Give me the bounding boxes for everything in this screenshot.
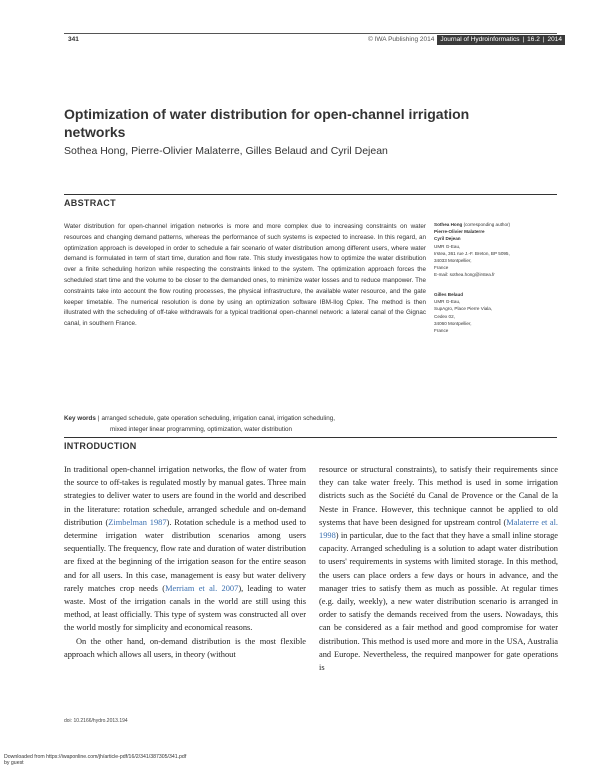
author-name: Gilles Belaud [434,292,464,297]
author-name: Sothea Hong [434,222,463,227]
abstract-heading: ABSTRACT [64,198,116,208]
journal-name: Journal of Hydroinformatics [440,36,520,43]
affiliation-country: France [434,328,449,334]
download-url[interactable]: Downloaded from https://iwaponline.com/jh/article-pdf/16/2/341/387305/341.pdf [4,754,187,760]
journal-year: 2014 [547,36,562,43]
affiliation-country: France [434,265,449,271]
affiliation-cedex: Cedex 02, [434,313,455,319]
citation-link[interactable]: Zimbelman 1987 [108,517,167,527]
corresponding-note: (corresponding author) [463,222,511,227]
separator: | [97,415,100,422]
affiliation-institution: Irstea, 361 rue J.-F. Breton, BP 5095, [434,250,510,256]
doi-link[interactable]: doi: 10.2166/hydro.2013.194 [64,718,128,724]
article-title: Optimization of water distribution for open-channel irrigation networks [64,106,470,140]
introduction-heading: INTRODUCTION [64,441,137,451]
body-column-right [319,463,558,674]
paragraph [64,463,306,635]
citation-link[interactable]: Merriam et al. 2007 [165,583,239,593]
introduction-rule [64,437,557,438]
affiliation-city: 34060 Montpellier, [434,320,472,326]
journal-header [368,36,565,43]
body-column-left [64,463,306,661]
paragraph [319,463,558,674]
paragraph: On the other hand, on-demand distribution is the most flexible approach which allows all users, in theory (without [64,636,306,659]
paragraph-text: ) in particular, due to the fact that they have a small inline storage capacity. Arranged scheduling is a solution to adapt water distribution to users' requirements in systems with limited storage. In this method, the users can place orders a few days or hours in advance, and the manager tries to satisfy them as much as possible. At regular times (e.g. daily, weekly), a new water distribution scenario is arranged in order to satisfy the demands received from the users. Nowadays, this can be considered as a fair method and good compromise for water distribution. This method is used more and more in the USA, Australia and Europe. Nevertheless, the required manpower for gate operations is [319,531,558,673]
abstract-rule [64,194,557,195]
keywords-line-1: arranged schedule, gate operation scheduling, irrigation canal, irrigation scheduling, [101,415,335,422]
affiliation-org: UMR G-Eau, [434,299,461,305]
download-guest: by guest [4,760,24,767]
affiliation-group-2 [434,291,564,334]
affiliation-institution: SupAgro, Place Pierre Viala, [434,306,493,312]
keywords-line-2: mixed integer linear programming, optimization, water distribution [110,425,292,433]
journal-volume: 16.2 [527,36,540,43]
keywords-label: Key words [64,415,96,422]
author-name: Pierre-Olivier Malaterre [434,229,485,235]
article-authors: Sothea Hong, Pierre-Olivier Malaterre, Gilles Belaud and Cyril Dejean [64,145,388,157]
separator: | [522,36,525,43]
abstract-text: Water distribution for open-channel irrigation networks is more and more complex due to increasing constraints on water resources and changing demand patterns, whereas the performance of such systems is expected to increase. In this regard, an optimization approach is developed in order to schedule a fair scenario of water distribution among different users, where water demand is formulated in term of start time, duration and flow rate. This study investigates how to optimize the water distribution over a finite scheduling horizon while respecting the constraints linked to the system. The optimization approach forces the scheduled start time and the volume to be closer to the demanded ones, to minimize water losses and to reduce manpower. The constraints take into account the flow routing processes, the physical infrastructure, the available water resource, and the gate keeper timetable. The numerical resolution is done by using an optimization software IBM-Ilog Cplex. The method is then illustrated with the scheduling of off-take withdrawals for a typical traditional open-channel network: a lateral canal of the Gignac canal, in southern France. [64,223,426,328]
affiliation-org: UMR G-Eau, [434,243,461,249]
paragraph-text: resource or structural constraints), to satisfy their requirements since they can take water freely. This method is used in some irrigation districts such as the Société du Canal de Provence or the Canal de la Neste in France. However, this technique cannot be applied to old systems that have been designed for upstream control ( [319,465,558,527]
separator: | [542,36,545,43]
paragraph-text: ). Rotation schedule is a method used to determine irrigation water distribution scenarios among users sequentially. The frequency, flow rate and duration of water distribution are fixed at the beginning of the irrigation season for the entire season and for all users. In this case, management is easy but water delivery rarely matches crop needs ( [64,517,306,593]
citation-link[interactable]: Malaterre et al. 1998 [319,517,558,541]
affiliation-city: 34033 Montpellier, [434,258,472,264]
page-number: 341 [68,36,79,43]
paragraph-text: In traditional open-channel irrigation networks, the flow of water from the source to off-takes is regulated mostly by manual gates. Three main strategies to deliver water to users are found in the world and described in the literature: rotation schedule, arranged schedule and on-demand distribution ( [64,465,306,527]
affiliation-group-1 [434,221,564,279]
header-rule [64,33,557,34]
journal-info-band [437,35,565,45]
paragraph-text: ), leading to water waste. Most of the irrigation canals in the world are still using this method, at least officially. This type of system was constructed all over the world mostly for simplicity and economical reasons. [64,583,306,633]
keywords [64,414,426,435]
download-notice [4,754,186,767]
author-name: Cyril Dejean [434,236,461,242]
author-email: E-mail: sothea.hong@irstea.fr [434,272,495,278]
publisher-copyright: © IWA Publishing 2014 [368,36,435,43]
